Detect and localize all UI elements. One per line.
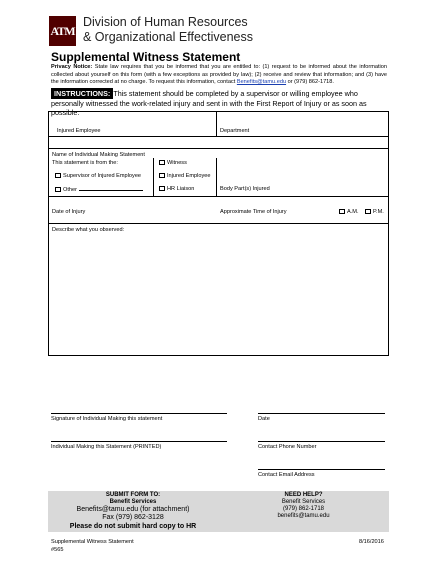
- phone-label: Contact Phone Number: [258, 444, 317, 450]
- other-checkbox[interactable]: [55, 187, 61, 192]
- submit-to-column: [48, 492, 218, 531]
- supervisor-checkbox[interactable]: [55, 173, 61, 178]
- submit-email: Benefits@tamu.edu (for attachment): [76, 506, 190, 513]
- printed-name-line[interactable]: [51, 441, 227, 442]
- signature-label: Signature of Individual Making this statement: [51, 416, 163, 422]
- pm-checkbox[interactable]: [365, 209, 371, 214]
- option-hr-liaison[interactable]: HR Liaison: [159, 186, 194, 192]
- date-of-injury-label: Date of Injury: [52, 209, 86, 215]
- witness-form-table: [48, 111, 389, 356]
- footer-form-number: #565: [51, 547, 64, 553]
- privacy-tail: or (979) 862-1718.: [287, 79, 334, 86]
- submit-heading: SUBMIT FORM TO:: [105, 492, 161, 498]
- footer-form-name: Supplemental Witness Statement: [51, 539, 134, 545]
- date-line[interactable]: [258, 413, 385, 414]
- printed-name-label: Individual Making this Statement (PRINTED): [51, 444, 162, 450]
- benefits-email-link[interactable]: Benefits@tamu.edu: [236, 79, 287, 86]
- org-name-line1: Division of Human Resources: [83, 15, 248, 29]
- body-parts-label: Body Part(s) Injured: [220, 186, 270, 192]
- help-email: benefits@tamu.edu: [277, 513, 330, 519]
- document-title: Supplemental Witness Statement: [51, 50, 241, 64]
- describe-observed-label: Describe what you observed:: [52, 227, 125, 233]
- other-input-line[interactable]: [79, 186, 143, 191]
- email-line[interactable]: [258, 469, 385, 470]
- tamu-logo: ATM: [49, 16, 76, 46]
- email-label: Contact Email Address: [258, 472, 315, 478]
- injured-employee-label: Injured Employee: [57, 128, 101, 134]
- injured-employee-checkbox[interactable]: [159, 173, 165, 178]
- org-name-line2: & Organizational Effectiveness: [83, 30, 254, 44]
- approx-time-label: Approximate Time of Injury: [220, 209, 287, 215]
- hr-liaison-checkbox[interactable]: [159, 186, 165, 191]
- phone-line[interactable]: [258, 441, 385, 442]
- help-dept: Benefit Services: [281, 499, 326, 505]
- am-option[interactable]: A.M.: [339, 209, 359, 215]
- option-injured-employee[interactable]: Injured Employee: [159, 173, 211, 179]
- department-label: Department: [220, 128, 250, 134]
- need-help-column: [218, 492, 389, 520]
- signature-line[interactable]: [51, 413, 227, 414]
- submit-note: Please do not submit hard copy to HR: [69, 523, 197, 530]
- instructions-text: This statement should be completed by a supervisor or willing employee who personally witnessed the work-related injury and sent in with the First Report of Injury or as soon as possible.: [51, 89, 367, 117]
- name-making-statement-label: Name of Individual Making Statement: [52, 152, 145, 158]
- pm-option[interactable]: P.M.: [365, 209, 384, 215]
- am-checkbox[interactable]: [339, 209, 345, 214]
- privacy-text: State law requires that you be informed that you are entitled to: (1) request to be informed about the information collected about yourself on this form (with a few exceptions as provided by law); (2) receive and review that information; and (3) have the information corrected at no charge. To request this information, contact: [51, 64, 387, 86]
- help-heading: NEED HELP?: [284, 492, 323, 498]
- submit-info-box: [48, 491, 389, 532]
- privacy-notice: [51, 64, 387, 87]
- option-supervisor[interactable]: Supervisor of Injured Employee: [55, 173, 141, 179]
- submit-fax: Fax (979) 862-3128: [102, 514, 164, 521]
- witness-checkbox[interactable]: [159, 160, 165, 165]
- option-other[interactable]: Other: [55, 186, 143, 193]
- footer-date: 8/16/2016: [359, 539, 384, 545]
- instructions-label: INSTRUCTIONS:: [51, 88, 113, 99]
- statement-from-label: This statement is from the:: [52, 160, 118, 166]
- privacy-label: Privacy Notice:: [51, 64, 93, 70]
- option-witness[interactable]: Witness: [159, 160, 187, 166]
- help-phone: (979) 862-1718: [282, 506, 325, 512]
- submit-dept: Benefit Services: [109, 499, 157, 505]
- date-label: Date: [258, 416, 270, 422]
